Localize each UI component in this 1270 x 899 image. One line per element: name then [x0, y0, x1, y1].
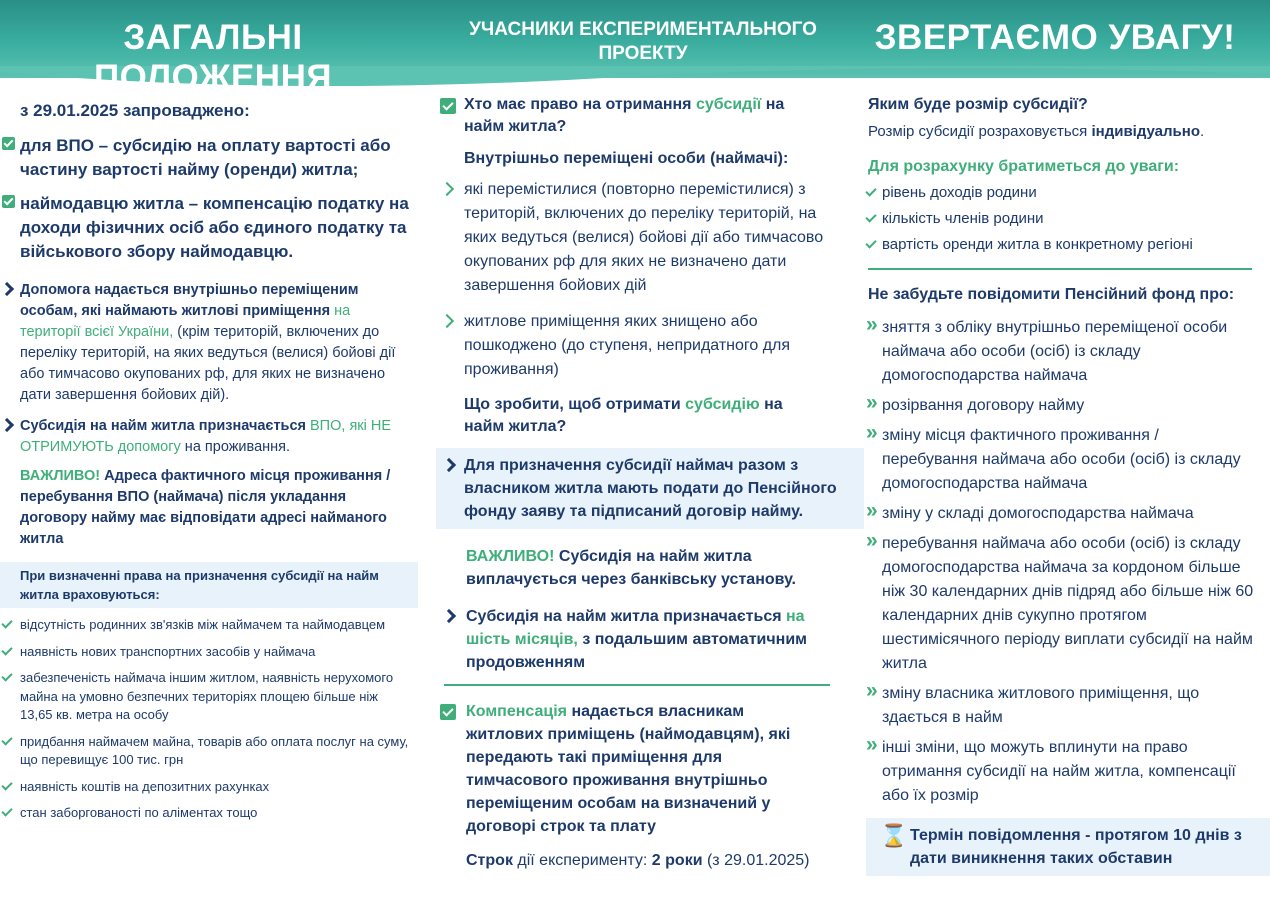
list-item	[862, 234, 1270, 256]
chevron-right-icon	[0, 282, 14, 296]
list-item	[862, 529, 1254, 676]
check-icon	[1, 805, 12, 816]
list-item	[862, 313, 1254, 388]
idp-item-moved	[436, 178, 864, 298]
period-c: з подальшим автоматичним продовженням	[466, 631, 807, 671]
calc-b: індивідуально	[1091, 123, 1200, 140]
term-b: дії експерименту:	[512, 852, 652, 869]
term-a: Строк	[466, 852, 513, 869]
important-label: ВАЖЛИВО!	[20, 468, 101, 484]
list-item	[862, 733, 1254, 808]
question-who-c: на найм житла?	[464, 96, 785, 135]
checkbox-icon	[440, 98, 456, 114]
arrow-item-subsidy	[0, 416, 418, 458]
hourglass-icon: ⌛	[880, 823, 908, 848]
check-icon	[1, 617, 12, 628]
chevron-right-icon	[440, 314, 454, 328]
deadline-text: Термін повідомлення - протягом 10 днів з дати виникнення таких обставин	[910, 827, 1242, 867]
list-item	[862, 679, 1254, 730]
chevron-right-icon	[0, 418, 14, 432]
divider	[868, 268, 1252, 270]
deadline-box	[866, 818, 1270, 876]
notify-title: Не забудьте повідомити Пенсійний фонд про:	[868, 286, 1235, 303]
divider	[444, 684, 830, 686]
subsidy-text-a: Субсидія на найм житла призначається	[20, 418, 311, 434]
apply-box	[436, 448, 864, 529]
checkbox-icon	[2, 195, 15, 208]
question-how-a: Що зробити, щоб отримати	[464, 396, 686, 413]
question-size: Яким буде розмір субсидії?	[868, 96, 1088, 113]
important-address	[0, 466, 418, 550]
term-c: 2 роки	[651, 852, 703, 869]
bullet-text: наймодавцю житла – компенсацію податку на доходи фізичних осіб або єдиного податку та військового збору наймодавцю.	[20, 194, 409, 261]
list-item-text: відсутність родинних зв'язків між наймачем та наймодавцем	[20, 617, 386, 632]
check-icon	[865, 211, 876, 222]
col3-title: ЗВЕРТАЄМО УВАГУ!	[874, 18, 1236, 57]
list-item	[862, 391, 1254, 418]
list-item-text: перебування наймача або особи (осіб) із складу домогосподарства наймача за кордоном більше ніж 30 календарних днів підряд або більше ніж 60 календарних днів сукупно протягом шестимісячного періоду виплати субсидії на найм житла	[882, 535, 1254, 672]
compensation-a: Компенсація	[466, 703, 567, 720]
apply-text: Для призначення субсидії наймач разом з власником житла мають подати до Пенсійного фонду заяву та підписаний договір найму.	[464, 457, 837, 520]
double-chevron-icon: »	[866, 529, 878, 552]
list-item	[0, 616, 412, 635]
column-attention	[862, 94, 1270, 876]
question-how	[436, 394, 864, 438]
list-item-text: зміну місця фактичного проживання / перебування наймача або особи (осіб) із складу домогосподарства наймача	[882, 427, 1241, 492]
list-item-text: інші зміни, що можуть вплинути на право отримання субсидії на найм житла, компенсації або їх розмір	[882, 739, 1236, 804]
subsidy-text-c: на проживання.	[180, 439, 291, 455]
check-icon	[1, 670, 12, 681]
chevron-right-icon	[442, 458, 456, 472]
check-icon	[1, 779, 12, 790]
period-a: Субсидія на найм житла призначається	[466, 608, 787, 625]
list-item-text: вартість оренди житла в конкретному регіоні	[882, 236, 1193, 253]
important-payment	[436, 545, 864, 591]
column-participants	[436, 94, 864, 872]
criteria-box-title: При визначенні права на призначення субсидії на найм житла враховуються:	[0, 562, 418, 608]
chevron-right-icon	[442, 609, 456, 623]
checkbox-icon	[2, 137, 15, 150]
list-item	[862, 208, 1270, 230]
question-who-b: субсидії	[695, 96, 762, 113]
list-item-text: рівень доходів родини	[882, 184, 1037, 201]
list-item-text: наявність коштів на депозитних рахунках	[20, 778, 270, 794]
term-d: (з 29.01.2025)	[702, 852, 810, 869]
double-chevron-icon: »	[866, 391, 878, 414]
term-line	[436, 850, 864, 872]
question-how-c: на найм житла?	[464, 396, 783, 435]
col2-title-line1: УЧАСНИКИ ЕКСПЕРИМЕНТАЛЬНОГО	[469, 19, 817, 40]
notify-list	[862, 313, 1270, 808]
calc-c: .	[1200, 123, 1205, 140]
list-item	[0, 778, 412, 797]
list-item-text: придбання наймачем майна, товарів або оплата послуг на суму, що перевищує 100 тис. грн	[20, 733, 409, 767]
col2-title-line2: ПРОЕКТУ	[598, 43, 688, 64]
list-item	[0, 733, 412, 770]
list-item	[862, 499, 1254, 526]
list-item-text: стан заборгованості по аліментах тощо	[20, 805, 258, 820]
period-b: на шість місяців,	[466, 608, 805, 648]
question-how-b: субсидію	[685, 396, 760, 413]
list-item-text: зняття з обліку внутрішньо переміщеної особи наймача або особи (осіб) із складу домогосподарства наймача	[882, 319, 1228, 384]
calc-a: Розмір субсидії розраховується	[868, 123, 1092, 140]
double-chevron-icon: »	[866, 313, 878, 336]
idp-item-text: житлове приміщення яких знищено або пошкоджено (до ступеня, непридатного для проживання)	[464, 313, 791, 378]
question-who	[436, 94, 864, 138]
check-icon	[865, 237, 876, 248]
assistance-text-b: на території всієї України,	[20, 303, 351, 340]
check-icon	[1, 734, 12, 745]
criteria-list	[0, 616, 418, 823]
chevron-right-icon	[440, 182, 454, 196]
column-general	[0, 100, 418, 823]
double-chevron-icon: »	[866, 499, 878, 522]
idp-item-destroyed	[436, 310, 864, 382]
bullet-text: для ВПО – субсидію на оплату вартості або частину вартості найму (оренди) житла;	[20, 136, 391, 179]
period-item	[436, 605, 864, 674]
col2-title	[448, 18, 838, 66]
list-item-text: зміну у складі домогосподарства наймача	[882, 505, 1194, 522]
subsidy-text-b: ВПО, які НЕ ОТРИМУЮТЬ допомогу	[20, 418, 392, 455]
list-item-text: кількість членів родини	[882, 210, 1044, 227]
calc-text	[862, 122, 1270, 142]
list-item	[862, 421, 1254, 496]
consider-list	[862, 182, 1270, 256]
double-chevron-icon: »	[866, 679, 878, 702]
bullet-landlord-comp	[0, 192, 418, 264]
list-item-text: наявність нових транспортних засобів у наймача	[20, 643, 316, 659]
list-item-text: зміну власника житлового приміщення, що здається в найм	[882, 685, 1200, 726]
bullet-idp-subsidy	[0, 134, 418, 182]
check-icon	[865, 185, 876, 196]
assistance-text-a: Допомога надається внутрішньо переміщеним особам, які наймають житлові приміщення	[20, 282, 359, 319]
list-item	[0, 643, 412, 662]
checkbox-icon	[440, 704, 456, 720]
check-icon	[1, 644, 12, 655]
list-item	[862, 182, 1270, 204]
compensation-item	[436, 700, 864, 838]
assistance-text-c: (крім територій, включених до переліку територій, на яких ведуться (велися) бойові дії або тимчасово окупованих рф, для яких не визначено дати завершення бойових дій).	[20, 324, 396, 403]
idp-item-text: які перемістилися (повторно перемістилися) з територій, включених до переліку територій, на яких ведуться (велися) бойові дії або тимчасово окупованих рф для яких не визначено дати завершення бойових дій	[464, 181, 824, 294]
list-item-text: забезпеченість наймача іншим житлом, наявність нерухомого майна на умовно безпечних територіях площею більше ніж 13,65 кв. метра на особу	[20, 670, 394, 722]
list-item	[0, 669, 412, 725]
idp-title: Внутрішньо переміщені особи (наймачі):	[464, 150, 789, 167]
intro-text: з 29.01.2025 запроваджено:	[20, 101, 250, 120]
important-label: ВАЖЛИВО!	[466, 548, 555, 565]
important-text: Адреса фактичного місця проживання / перебування ВПО (наймача) після укладання договору найму має відповідати адресі найманого житла	[20, 468, 391, 547]
list-item-text: розірвання договору найму	[882, 397, 1085, 414]
double-chevron-icon: »	[866, 733, 878, 756]
col1-title: ЗАГАЛЬНІ ПОЛОЖЕННЯ	[93, 18, 332, 97]
list-item	[0, 804, 412, 823]
arrow-item-assistance	[0, 280, 418, 406]
compensation-b: надається власникам житлових приміщень (наймодавцям), які передають такі приміщення для тимчасового проживання внутрішньо переміщеним особам на визначений у договорі строк та плату	[466, 703, 791, 835]
important-text: Субсидія на найм житла виплачується через банківську установу.	[466, 548, 796, 588]
double-chevron-icon: »	[866, 421, 878, 444]
consider-title: Для розрахунку братиметься до уваги:	[868, 158, 1180, 175]
question-who-a: Хто має право на отримання	[464, 96, 696, 113]
